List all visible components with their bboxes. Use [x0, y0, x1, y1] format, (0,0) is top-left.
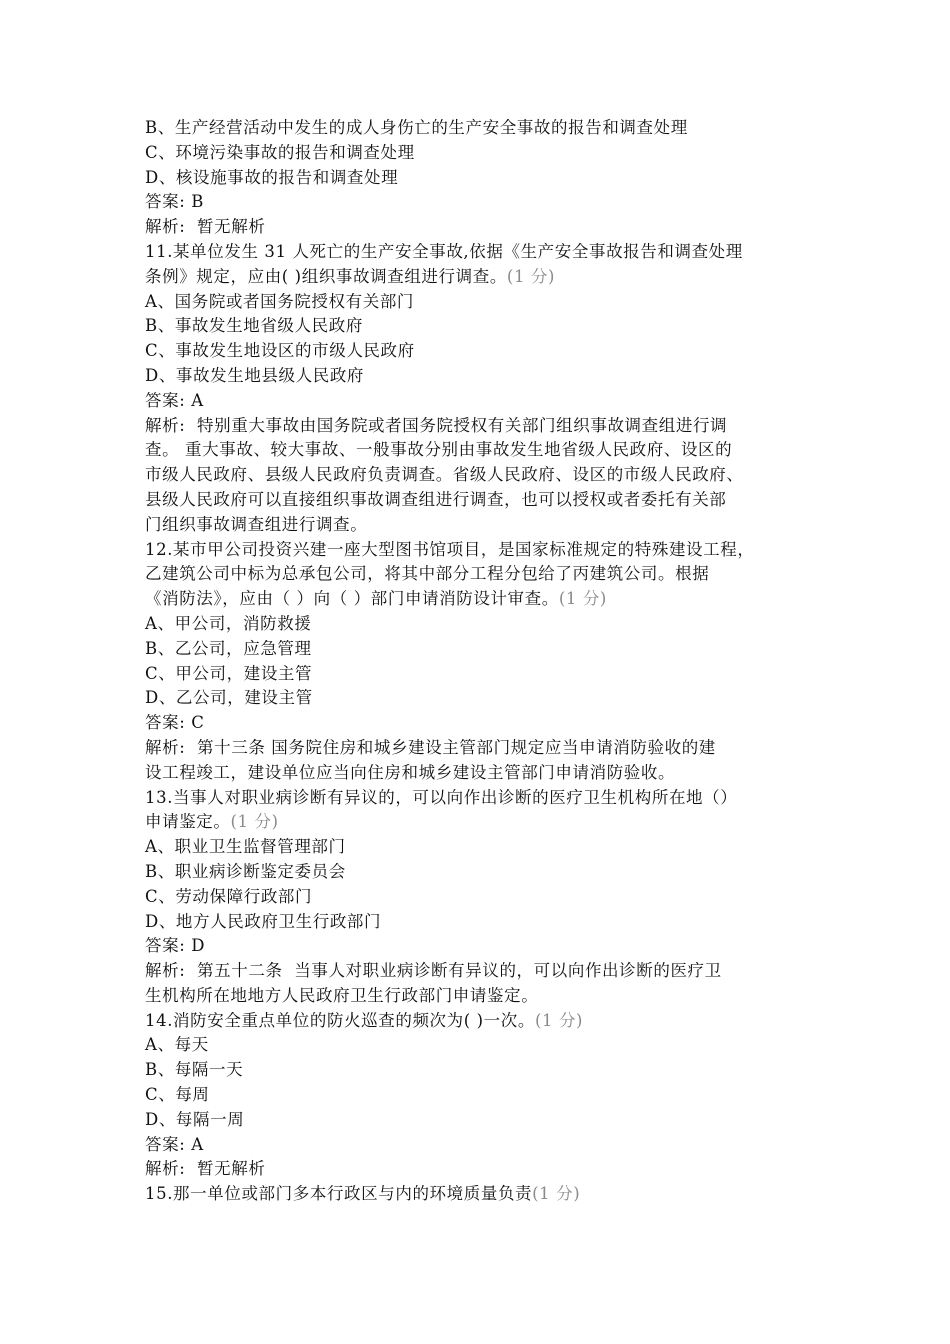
line-text: C、事故发生地设区的市级人民政府: [145, 341, 415, 361]
line-text: 答案: A: [145, 390, 204, 410]
text-line: [145, 1182, 815, 1207]
line-text: A、职业卫生监督管理部门: [145, 837, 346, 857]
line-text: C、劳动保障行政部门: [145, 886, 313, 906]
text-line: [145, 1157, 815, 1182]
line-text: 14.消防安全重点单位的防火巡查的频次为( )一次。: [145, 1010, 535, 1030]
text-line: [145, 538, 815, 563]
score-label: (1 分): [506, 266, 556, 286]
line-text: B、职业病诊断鉴定委员会: [145, 861, 346, 881]
text-line: [145, 562, 815, 587]
text-line: [145, 860, 815, 885]
text-line: [145, 1108, 815, 1133]
text-line: [145, 240, 815, 265]
text-line: [145, 488, 815, 513]
line-text: D、地方人民政府卫生行政部门: [145, 911, 382, 931]
text-line: [145, 513, 815, 538]
text-line: [145, 141, 815, 166]
text-line: [145, 290, 815, 315]
text-line: [145, 265, 815, 290]
text-line: [145, 116, 815, 141]
text-line: [145, 662, 815, 687]
score-label: (1 分): [532, 1184, 581, 1204]
text-line: [145, 810, 815, 835]
line-text: 条例》规定，应由( )组织事故调查组进行调查。: [145, 266, 507, 286]
text-line: [145, 587, 815, 612]
line-text: 答案: C: [145, 713, 205, 733]
text-line: [145, 736, 815, 761]
score-label: (1 分): [230, 812, 279, 832]
text-line: [145, 1009, 815, 1034]
line-text: 解析: 暂无解析: [145, 1159, 266, 1179]
line-text: D、乙公司，建设主管: [145, 688, 313, 708]
line-text: B、生产经营活动中发生的成人身伤亡的生产安全事故的报告和调查处理: [145, 118, 688, 137]
text-line: [145, 364, 815, 389]
text-line: [145, 761, 815, 786]
text-line: [145, 637, 815, 662]
line-text: A、国务院或者国务院授权有关部门: [145, 291, 415, 311]
line-text: 12.某市甲公司投资兴建一座大型图书馆项目，是国家标准规定的特殊建设工程，: [145, 539, 755, 559]
text-line: [145, 1083, 815, 1108]
line-text: 11.某单位发生 31 人死亡的生产安全事故,依据《生产安全事故报告和调查处理: [145, 241, 743, 261]
line-text: 解析: 暂无解析: [145, 217, 266, 237]
text-line: [145, 1133, 815, 1158]
text-line: [145, 786, 815, 811]
text-line: [145, 984, 815, 1009]
text-line: [145, 910, 815, 935]
line-text: 答案: A: [145, 1134, 204, 1154]
line-text: 《消防法》，应由（ ）向（ ）部门申请消防设计审查。: [145, 589, 559, 609]
text-line: [145, 686, 815, 711]
line-text: 解析: 第五十二条 当事人对职业病诊断有异议的，可以向作出诊断的医疗卫: [145, 961, 722, 981]
line-text: 乙建筑公司中标为总承包公司，将其中部分工程分包给了丙建筑公司。根据: [145, 564, 710, 584]
line-text: C、每周: [145, 1085, 210, 1105]
text-line: [145, 612, 815, 637]
document-page: [145, 116, 815, 1207]
score-label: (1 分): [534, 1010, 584, 1030]
line-text: C、环境污染事故的报告和调查处理: [145, 142, 415, 162]
line-text: 市级人民政府、县级人民政府负责调查。省级人民政府、设区的市级人民政府、: [145, 465, 744, 485]
text-line: [145, 463, 815, 488]
score-label: (1 分): [558, 589, 607, 609]
text-line: [145, 885, 815, 910]
text-line: [145, 166, 815, 191]
text-line: [145, 414, 815, 439]
line-text: 申请鉴定。: [145, 812, 231, 832]
line-text: 县级人民政府可以直接组织事故调查组进行调查，也可以授权或者委托有关部: [145, 489, 727, 509]
text-line: [145, 835, 815, 860]
line-text: D、每隔一周: [145, 1109, 245, 1129]
line-text: D、事故发生地县级人民政府: [145, 365, 365, 385]
text-line: [145, 438, 815, 463]
text-line: [145, 314, 815, 339]
line-text: B、每隔一天: [145, 1060, 244, 1080]
text-line: [145, 1033, 815, 1058]
line-text: 13.当事人对职业病诊断有异议的，可以向作出诊断的医疗卫生机构所在地（）: [145, 787, 738, 807]
line-text: 解析: 特别重大事故由国务院或者国务院授权有关部门组织事故调查组进行调: [145, 415, 728, 435]
line-text: A、甲公司，消防救援: [145, 613, 312, 633]
line-text: A、每天: [145, 1035, 209, 1055]
text-line: [145, 389, 815, 414]
text-line: [145, 934, 815, 959]
line-text: 查。 重大事故、较大事故、一般事故分别由事故发生地省级人民政府、设区的: [145, 440, 733, 460]
line-text: 15.那一单位或部门多本行政区与内的环境质量负责: [145, 1184, 533, 1204]
line-text: 答案: D: [145, 936, 206, 956]
text-line: [145, 215, 815, 240]
line-text: 答案: B: [145, 192, 204, 212]
line-text: D、核设施事故的报告和调查处理: [145, 167, 399, 187]
line-text: 生机构所在地地方人民政府卫生行政部门申请鉴定。: [145, 985, 539, 1005]
text-line: [145, 711, 815, 736]
text-line: [145, 190, 815, 215]
line-text: B、乙公司，应急管理: [145, 638, 312, 658]
line-text: 门组织事故调查组进行调查。: [145, 514, 368, 534]
line-text: C、甲公司，建设主管: [145, 663, 313, 683]
line-text: 设工程竣工，建设单位应当向住房和城乡建设主管部门申请消防验收。: [145, 762, 676, 782]
line-text: B、事故发生地省级人民政府: [145, 316, 363, 336]
text-line: [145, 1058, 815, 1083]
line-text: 解析: 第十三条 国务院住房和城乡建设主管部门规定应当申请消防验收的建: [145, 737, 716, 757]
text-line: [145, 959, 815, 984]
text-line: [145, 339, 815, 364]
